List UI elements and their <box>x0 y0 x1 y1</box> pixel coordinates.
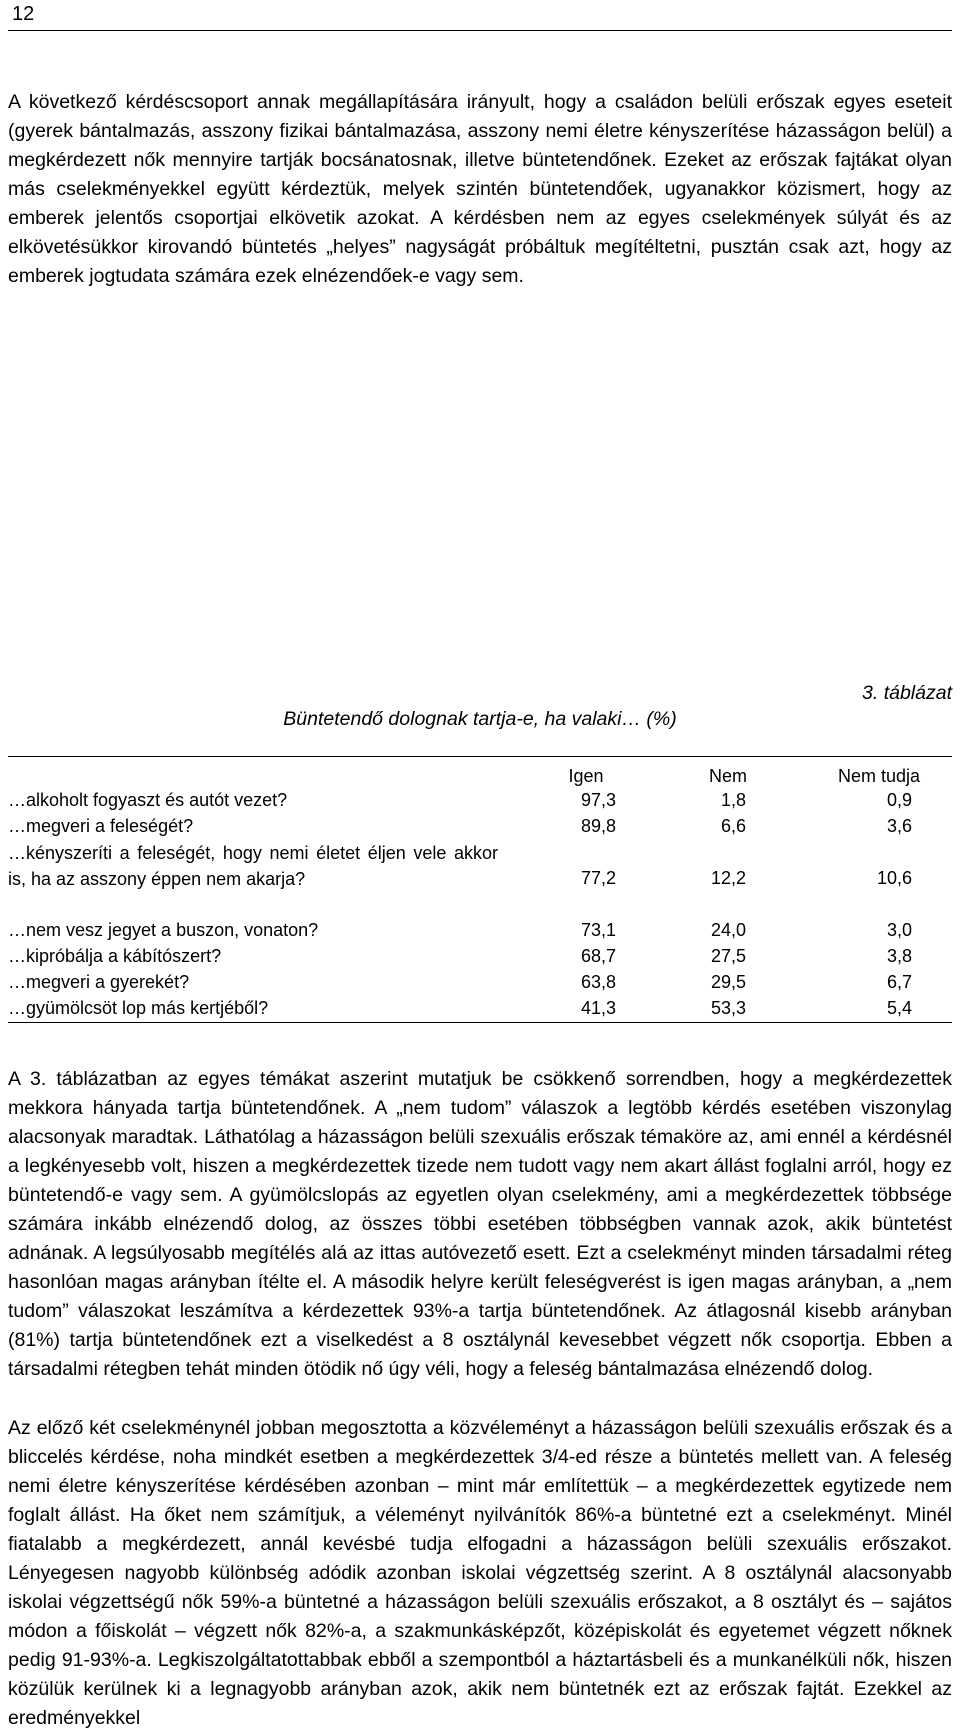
table-row <box>8 944 952 970</box>
analysis-paragraph: A 3. táblázatban az egyes témákat aszerint mutatjuk be csökkenő sorrendben, hogy a megkérdezettek mekkora hányada tartja büntetendőnek. A „nem tudom” válaszok a legtöbb kérdés esetében viszonylag alacsonyak maradtak. Láthatólag a házasságon belüli szexuális erőszak témaköre az, ami ennél a kérdésnél a legkényesebb volt, hiszen a megkérdezettek tizede nem tudott vagy nem akart állást foglalni arról, hogy ez büntetendő-e vagy sem. A gyümölcslopás az egyetlen olyan cselekmény, ami a megkérdezettek többsége számára inkább elnézendő dolog, az összes többi esetében többségben vannak azok, akik büntetést adnának. A legsúlyosabb megítélés alá az ittas autóvezető esett. Ezt a cselekményt minden társadalmi réteg hasonlóan magas arányban ítélte el. A második helyre került feleségverést is igen magas arányban, a „nem tudom” válaszokat leszámítva a kérdezettek 93%-a tartja büntetendőnek. Az átlagosnál kisebb arányban (81%) tartja büntetendőnek ezt a viselkedést a 8 osztálynál kevesebbet végzett nők csoportja. Ebben a társadalmi rétegben tehát minden ötödik nő úgy véli, hogy a feleség bántalmazása elnézendő dolog. <box>8 1068 952 1380</box>
cell-nem-tudja: 3,6 <box>886 816 912 836</box>
cell-igen: 41,3 <box>580 998 616 1018</box>
discussion-paragraph: Az előző két cselekménynél jobban megosztotta a közvéleményt a házasságon belüli szexuális erőszak és a bliccelés kérdése, noha mindkét esetben a megkérdezettek 3/4-ed része a büntetés mellett van. A feleség nemi életre kényszerítése kérdésében azonban – mint már említettük – a megkérdezettek egytizede nem foglalt állást. Ha őket nem számítjuk, a véleményt nyilvánítók 86%-a büntetné ezt a cselekményt. Minél fiatalabb a megkérdezett, annál kevésbé tudja elfogadni a házasságon belüli szexuális erőszakot. Lényegesen nagyobb különbség adódik azonban iskolai végzettség szerint. A 8 osztálynál alacsonyabb iskolai végzettségű nők 59%-a büntetné a házasságon belüli szexuális erőszakot, a 8 osztályt és – sajátos módon a főiskolát – végzett nők 82%-a, a szakmunkásképzőt, középiskolát és egyetemet végzett nőknek pedig 91-93%-a. Legkiszolgáltatottabbak ebből a szempontból a háztartásbeli és a munkanélküli nők, hiszen közülük kerülnek ki a legnagyobb arányban azok, akik nem büntetnék ezt az erőszak fajtát. Ezekkel az eredményekkel <box>8 1417 952 1729</box>
header-nem: Nem <box>708 766 747 786</box>
table-top-rule <box>8 756 952 757</box>
header-rule <box>8 30 952 31</box>
table-body <box>8 788 952 1023</box>
header-igen: Igen <box>568 766 604 786</box>
table-row <box>8 918 952 944</box>
cell-nem: 1,8 <box>720 790 746 810</box>
row-label: …megveri a feleségét? <box>8 816 194 836</box>
cell-nem: 24,0 <box>710 920 746 940</box>
page-number: 12 <box>12 3 35 25</box>
cell-igen: 73,1 <box>580 920 616 940</box>
cell-nem-tudja: 5,4 <box>886 998 912 1018</box>
row-label: …kényszeríti a feleségét, hogy nemi életet éljen vele akkor is, ha az asszony éppen nem akarja? <box>8 843 498 889</box>
cell-igen: 77,2 <box>580 868 616 888</box>
row-label: …alkoholt fogyaszt és autót vezet? <box>8 790 288 810</box>
table-row <box>8 970 952 996</box>
cell-nem: 27,5 <box>710 946 746 966</box>
cell-igen: 63,8 <box>580 972 616 992</box>
row-label: …kipróbálja a kábítószert? <box>8 946 222 966</box>
row-label: …megveri a gyerekét? <box>8 972 190 992</box>
table-row <box>8 814 952 840</box>
intro-paragraph: A következő kérdéscsoport annak megállapítására irányult, hogy a családon belüli erőszak egyes eseteit (gyerek bántalmazás, asszony fizikai bántalmazása, asszony nemi életre kényszerítése házasságon belül) a megkérdezett nők mennyire tartják bocsánatosnak, illetve büntetendőnek. Ezeket az erőszak fajtákat olyan más cselekményekkel együtt kérdeztük, melyek szintén büntetendőek, ugyanakkor közismert, hogy az emberek jelentős csoportjai elkövetik azokat. A kérdésben nem az egyes cselekmények súlyát és az elkövetésükkor kirovandó büntetés „helyes” nagyságát próbáltuk megítéltetni, pusztán csak azt, hogy az emberek jogtudata számára ezek elnézendőek-e vagy sem. <box>8 91 952 287</box>
cell-igen: 89,8 <box>580 816 616 836</box>
row-label: …gyümölcsöt lop más kertjéből? <box>8 998 269 1018</box>
cell-nem-tudja: 0,9 <box>886 790 912 810</box>
cell-nem: 53,3 <box>710 998 746 1018</box>
cell-nem-tudja: 3,8 <box>886 946 912 966</box>
table-row <box>8 840 952 918</box>
table-title: Büntetendő dolognak tartja-e, ha valaki… (%) <box>283 708 677 730</box>
table-bottom-rule <box>8 1022 952 1023</box>
cell-igen: 68,7 <box>580 946 616 966</box>
table-number: 3. táblázat <box>862 682 952 704</box>
cell-nem-tudja: 6,7 <box>886 972 912 992</box>
row-label: …nem vesz jegyet a buszon, vonaton? <box>8 920 319 940</box>
table-header-row <box>8 764 952 788</box>
cell-igen: 97,3 <box>580 790 616 810</box>
table-row <box>8 788 952 814</box>
cell-nem-tudja: 3,0 <box>886 920 912 940</box>
cell-nem: 29,5 <box>710 972 746 992</box>
cell-nem: 6,6 <box>720 816 746 836</box>
cell-nem: 12,2 <box>710 868 746 888</box>
header-nem-tudja: Nem tudja <box>837 766 920 786</box>
table-row <box>8 996 952 1022</box>
cell-nem-tudja: 10,6 <box>876 868 912 888</box>
